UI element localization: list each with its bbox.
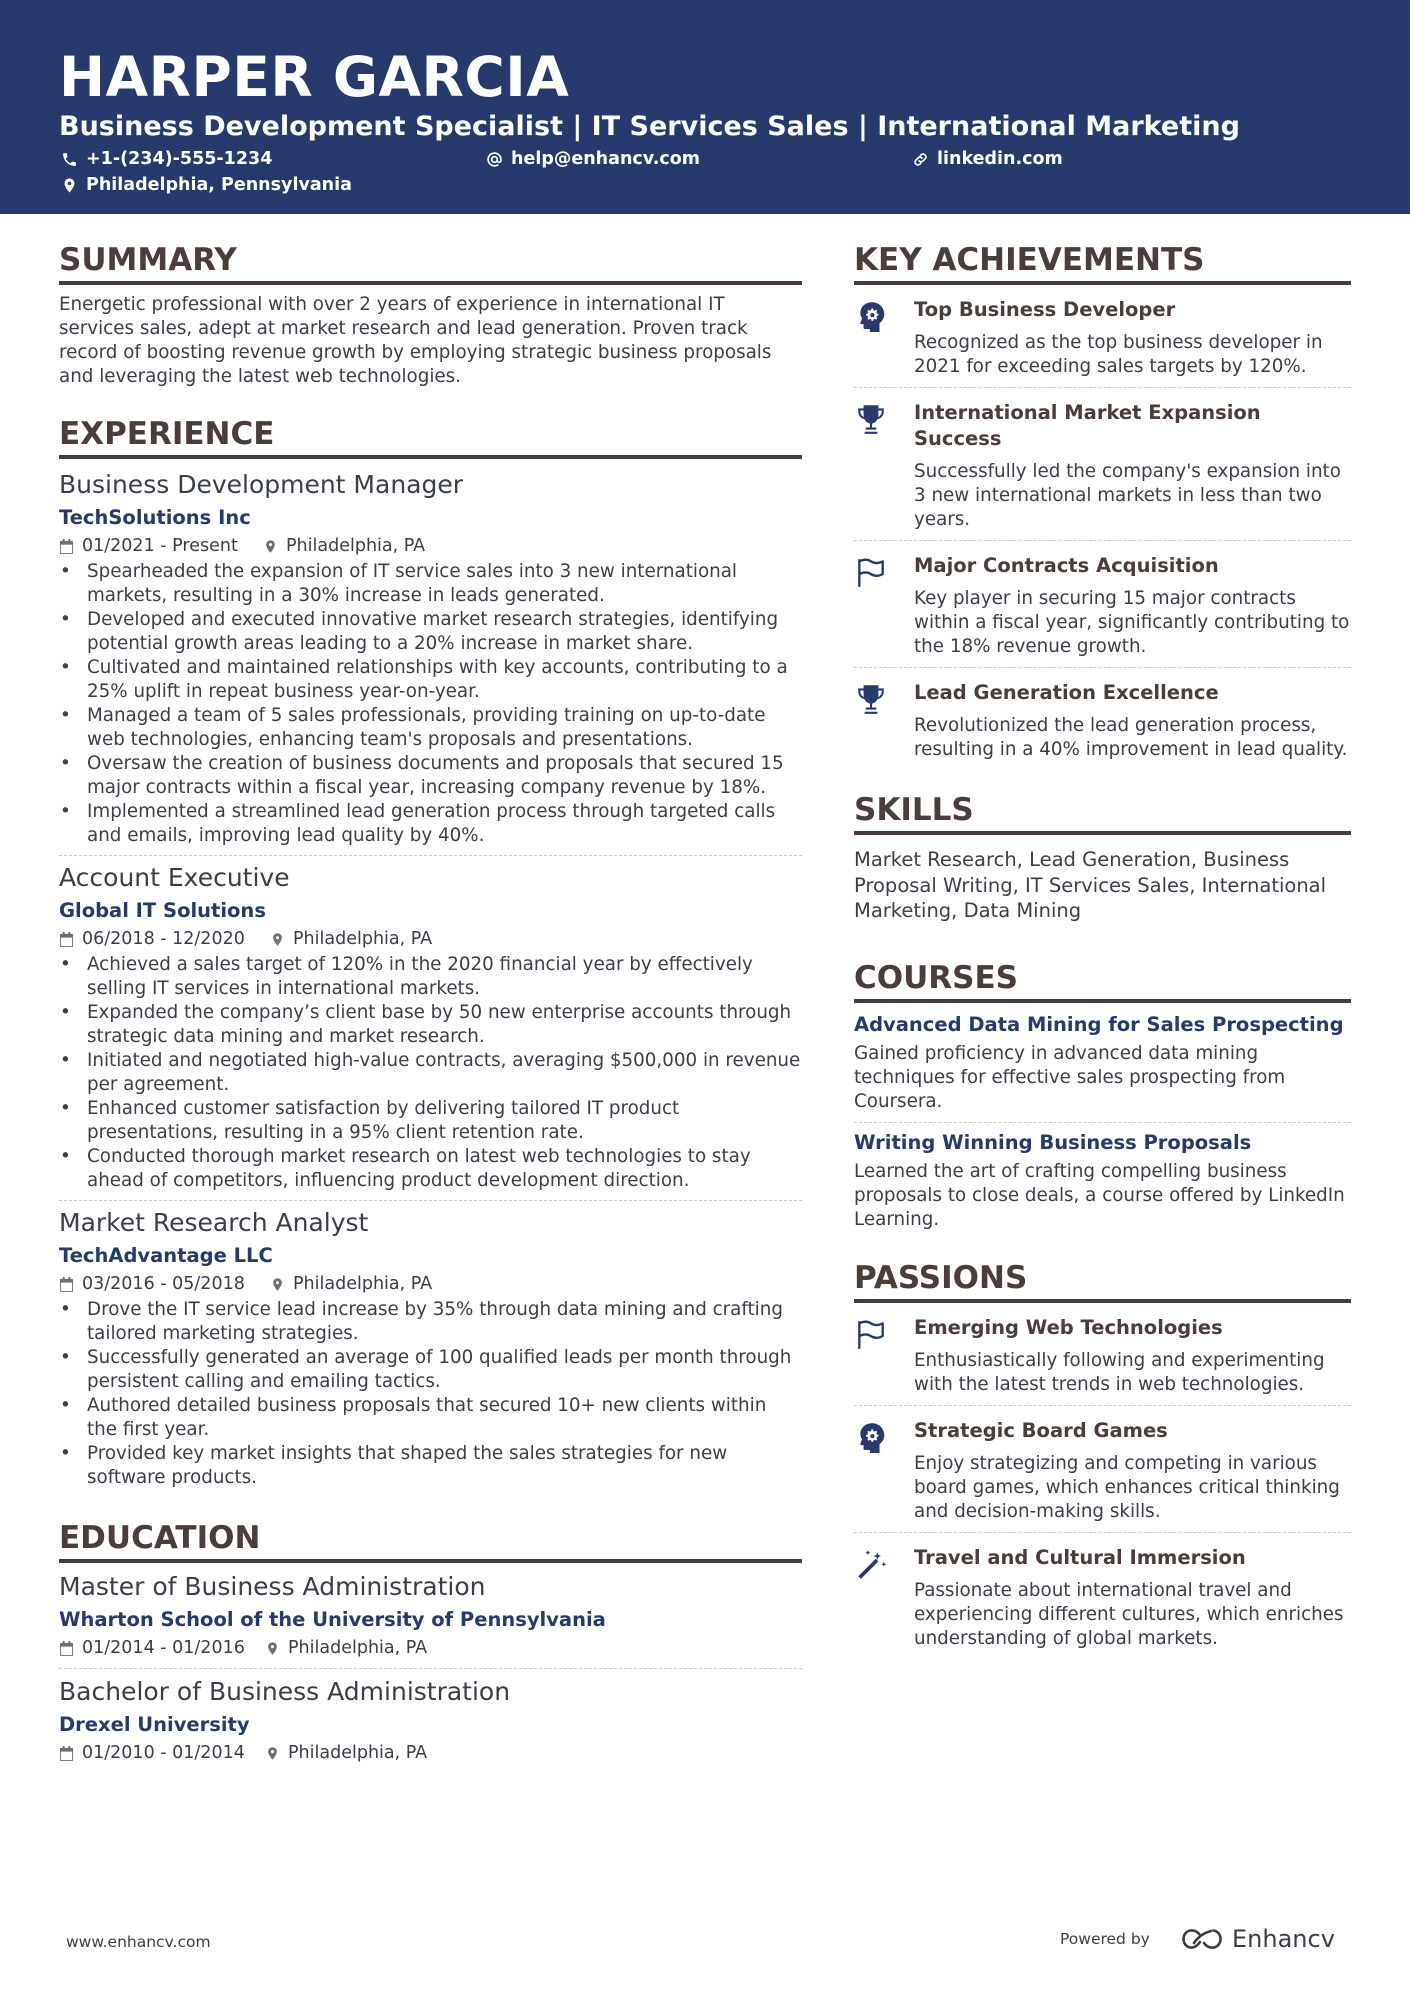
education-meta [59,1636,802,1660]
trophy-icon [854,402,888,436]
education-meta [59,1741,802,1765]
job-title: Business Development Manager [59,470,464,499]
summary-heading: SUMMARY [59,240,802,285]
flag-icon [854,1317,888,1351]
phone-icon [61,151,78,168]
job-meta [59,1272,802,1296]
degree: Bachelor of Business Administration [59,1677,511,1706]
education-dates: 01/2014 - 01/2016 [82,1638,245,1658]
achievement-title: Lead Generation Excellence [914,681,1219,704]
enhancv-logo-icon [1180,1927,1224,1951]
magic-wand-icon [854,1547,888,1581]
phone-text: +1-(234)-555-1234 [86,149,273,169]
course-item [854,1130,1351,1232]
company-name: TechSolutions Inc [59,506,251,529]
job-dates: 01/2021 - Present [82,536,238,556]
divider [854,1532,1351,1533]
location-text: Philadelphia, Pennsylvania [86,175,352,195]
course-title: Advanced Data Mining for Sales Prospecting [854,1012,1344,1036]
bullet-item: • Provided key market insights that shaped the sales strategies for new software products. [59,1442,802,1490]
contact-phone[interactable] [61,148,272,170]
education-entry [59,1570,802,1660]
school-name: Wharton School of the University of Pennsylvania [59,1608,606,1631]
achievement-title: International Market Expansion Success [914,401,1261,450]
experience-heading: EXPERIENCE [59,414,802,459]
bullet-item: • Developed and executed innovative market research strategies, identifying potential growth areas leading to a 20% increase in market share. [59,608,802,656]
experience-entry [59,1206,802,1490]
linkedin-text: linkedin.com [937,149,1063,169]
courses-heading: COURSES [854,958,1351,1003]
location-pin-icon [265,1640,280,1657]
job-bullets [59,560,802,848]
achievement-description: Successfully led the company's expansion into 3 new international markets in less than two years. [914,461,1341,530]
bullet-item: • Drove the IT service lead increase by 35% through data mining and crafting tailored marketing strategies. [59,1298,802,1346]
contact-linkedin[interactable] [912,148,1063,170]
location-pin-icon [265,1745,280,1762]
company-name: TechAdvantage LLC [59,1244,273,1267]
divider [854,1405,1351,1406]
divider [854,1122,1351,1123]
education-heading: EDUCATION [59,1518,802,1563]
location-pin-icon [270,931,285,948]
education-location: Philadelphia, PA [288,1743,428,1763]
bullet-item: • Initiated and negotiated high-value contracts, averaging $500,000 in revenue per agreement. [59,1049,802,1097]
bullet-item: • Implemented a streamlined lead generation process through targeted calls and emails, improving lead quality by 40%. [59,800,802,848]
divider [854,540,1351,541]
experience-entry [59,861,802,1193]
job-meta [59,927,802,951]
passion-title: Travel and Cultural Immersion [914,1545,1246,1569]
passions-heading: PASSIONS [854,1258,1351,1303]
location-pin-icon [61,177,78,194]
job-bullets [59,1298,802,1490]
course-description: Learned the art of crafting compelling business proposals to close deals, a course offered by LinkedIn Learning. [854,1160,1345,1230]
bullet-item: • Authored detailed business proposals that secured 10+ new clients within the first year. [59,1394,802,1442]
right-column [854,240,1351,1651]
calendar-icon [59,1640,74,1657]
achievement-description: Key player in securing 15 major contracts within a fiscal year, significantly contributing to the 18% revenue growth. [914,588,1350,657]
candidate-subtitle: Business Development Specialist | IT Services Sales | International Marketing [59,111,1240,142]
at-icon [486,151,503,168]
bullet-item: • Enhanced customer satisfaction by delivering tailored IT product presentations, resulting in a 95% client retention rate. [59,1097,802,1145]
passion-item [854,1418,1351,1524]
achievement-item [854,400,1351,532]
company-name: Global IT Solutions [59,899,266,922]
job-title: Market Research Analyst [59,1208,369,1237]
footer-website-link[interactable]: www.enhancv.com [66,1933,211,1951]
contact-location [61,174,352,196]
passion-title: Emerging Web Technologies [914,1315,1223,1339]
education-entry [59,1675,802,1765]
education-location: Philadelphia, PA [288,1638,428,1658]
achievement-title: Top Business Developer [914,298,1176,321]
head-icon [854,299,888,333]
bullet-item: • Managed a team of 5 sales professionals, providing training on up-to-date web technologies, enhancing team's proposals and presentations. [59,704,802,752]
achievement-title: Major Contracts Acquisition [914,554,1219,577]
school-name: Drexel University [59,1713,250,1736]
job-meta [59,534,802,558]
summary-text: Energetic professional with over 2 years of experience in international IT services sales, adept at market research and lead generation. Proven track record of boosting revenue growth by employing strategic business proposals and leveraging the latest web technologies. [59,294,772,387]
passion-title: Strategic Board Games [914,1418,1168,1442]
bullet-item: • Cultivated and maintained relationships with key accounts, contributing to a 25% uplift in repeat business year-on-year. [59,656,802,704]
passion-item [854,1315,1351,1397]
job-bullets [59,953,802,1193]
calendar-icon [59,1276,74,1293]
course-item [854,1012,1351,1114]
divider [854,667,1351,668]
divider [59,1668,802,1669]
flag-icon [854,555,888,589]
job-location: Philadelphia, PA [293,929,433,949]
job-dates: 03/2016 - 05/2018 [82,1274,245,1294]
experience-entry [59,468,802,848]
job-dates: 06/2018 - 12/2020 [82,929,245,949]
bullet-item: • Oversaw the creation of business documents and proposals that secured 15 major contracts within a fiscal year, increasing company revenue by 18%. [59,752,802,800]
divider [854,387,1351,388]
brand-name: Enhancv [1232,1925,1335,1953]
location-pin-icon [270,1276,285,1293]
location-pin-icon [263,538,278,555]
left-column [59,240,802,1765]
course-title: Writing Winning Business Proposals [854,1130,1252,1154]
job-location: Philadelphia, PA [293,1274,433,1294]
head-icon [854,1420,888,1454]
key-achievements-heading: KEY ACHIEVEMENTS [854,240,1351,285]
achievement-item [854,297,1351,379]
divider [59,1200,802,1201]
resume-header [0,0,1410,214]
skills-heading: SKILLS [854,790,1351,835]
achievement-description: Revolutionized the lead generation process, resulting in a 40% improvement in lead quality. [914,715,1348,760]
enhancv-logo[interactable] [1180,1925,1335,1953]
bullet-item: • Successfully generated an average of 100 qualified leads per month through persistent calling and emailing tactics. [59,1346,802,1394]
passion-description: Enjoy strategizing and competing in various board games, which enhances critical thinking and decision-making skills. [914,1452,1340,1522]
achievement-description: Recognized as the top business developer in 2021 for exceeding sales targets by 120%. [914,332,1323,377]
degree: Master of Business Administration [59,1572,486,1601]
course-description: Gained proficiency in advanced data mining techniques for effective sales prospecting from Coursera. [854,1042,1286,1112]
passion-description: Enthusiastically following and experimenting with the latest trends in web technologies. [914,1349,1325,1395]
calendar-icon [59,931,74,948]
bullet-item: • Achieved a sales target of 120% in the 2020 financial year by effectively selling IT services in international markets. [59,953,802,1001]
divider [59,855,802,856]
job-title: Account Executive [59,863,290,892]
link-icon [912,151,929,168]
contact-email[interactable] [486,148,700,170]
trophy-icon [854,682,888,716]
skills-text: Market Research, Lead Generation, Business Proposal Writing, IT Services Sales, International Marketing, Data Mining [854,848,1327,922]
calendar-icon [59,538,74,555]
candidate-name: HARPER GARCIA [59,45,570,109]
email-text: help@enhancv.com [511,149,701,169]
achievement-item [854,680,1351,762]
bullet-item: • Spearheaded the expansion of IT service sales into 3 new international markets, resulting in a 30% increase in leads generated. [59,560,802,608]
passion-item [854,1545,1351,1651]
calendar-icon [59,1745,74,1762]
powered-by-label: Powered by [1060,1930,1150,1948]
bullet-item: • Conducted thorough market research on latest web technologies to stay ahead of competitors, influencing product development direction. [59,1145,802,1193]
achievement-item [854,553,1351,659]
bullet-item: • Expanded the company’s client base by 50 new enterprise accounts through strategic data mining and market research. [59,1001,802,1049]
education-dates: 01/2010 - 01/2014 [82,1743,245,1763]
passion-description: Passionate about international travel and experiencing different cultures, which enriches understanding of global markets. [914,1579,1344,1649]
job-location: Philadelphia, PA [286,536,426,556]
